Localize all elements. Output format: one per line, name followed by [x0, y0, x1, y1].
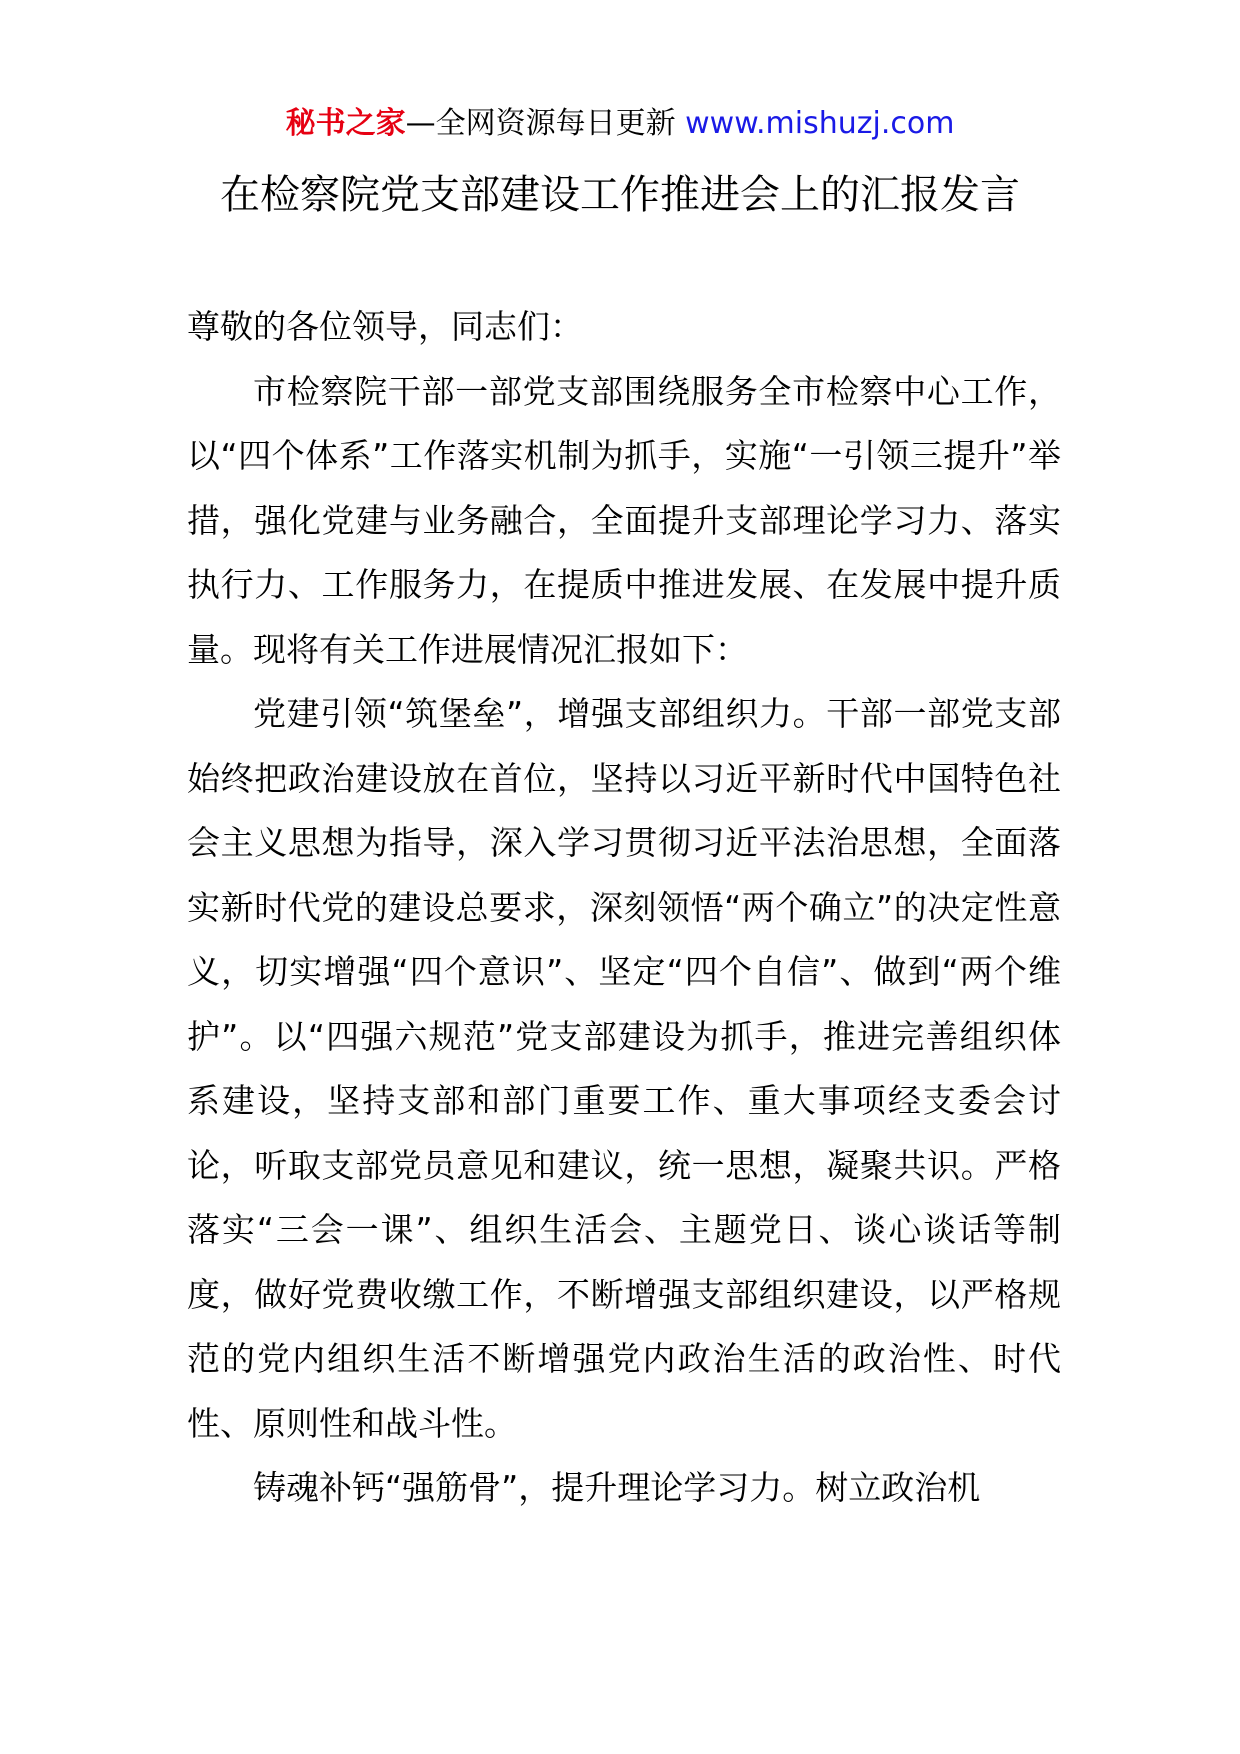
- site-header: [0, 99, 1240, 149]
- brand-name: 秘书之家: [285, 106, 406, 141]
- document-title: 在检察院党支部建设工作推进会上的汇报发言: [220, 172, 1020, 218]
- header-tagline: —全网资源每日更新: [405, 106, 676, 141]
- paragraph-intro: 市检察院干部一部党支部围绕服务全市检察中心工作，以“四个体系”工作落实机制为抓手，实施“一引领三提升”举措，强化党建与业务融合，全面提升支部理论学习力、落实执行力、工作服务力，在提质中推进发展、在发展中提升质量。现将有关工作进展情况汇报如下：: [187, 371, 1061, 669]
- paragraph-theory-study: 铸魂补钙“强筋骨”，提升理论学习力。树立政治机: [253, 1468, 981, 1507]
- document-body: [187, 295, 1061, 1521]
- paragraph-party-building: 党建引领“筑堡垒”，增强支部组织力。干部一部党支部始终把政治建设放在首位，坚持以习近平新时代中国特色社会主义思想为指导，深入学习贯彻习近平法治思想，全面落实新时代党的建设总要求，深刻领悟“两个确立”的决定性意义，切实增强“四个意识”、坚定“四个自信”、做到“两个维护”。以“四强六规范”党支部建设为抓手，推进完善组织体系建设，坚持支部和部门重要工作、重大事项经支委会讨论，听取支部党员意见和建议，统一思想，凝聚共识。严格落实“三会一课”、组织生活会、主题党日、谈心谈话等制度，做好党费收缴工作，不断增强支部组织建设，以严格规范的党内组织生活不断增强党内政治生活的政治性、时代性、原则性和战斗性。: [187, 694, 1061, 1443]
- site-url: www.mishuzj.com: [685, 106, 955, 141]
- salutation: 尊敬的各位领导，同志们：: [187, 307, 583, 346]
